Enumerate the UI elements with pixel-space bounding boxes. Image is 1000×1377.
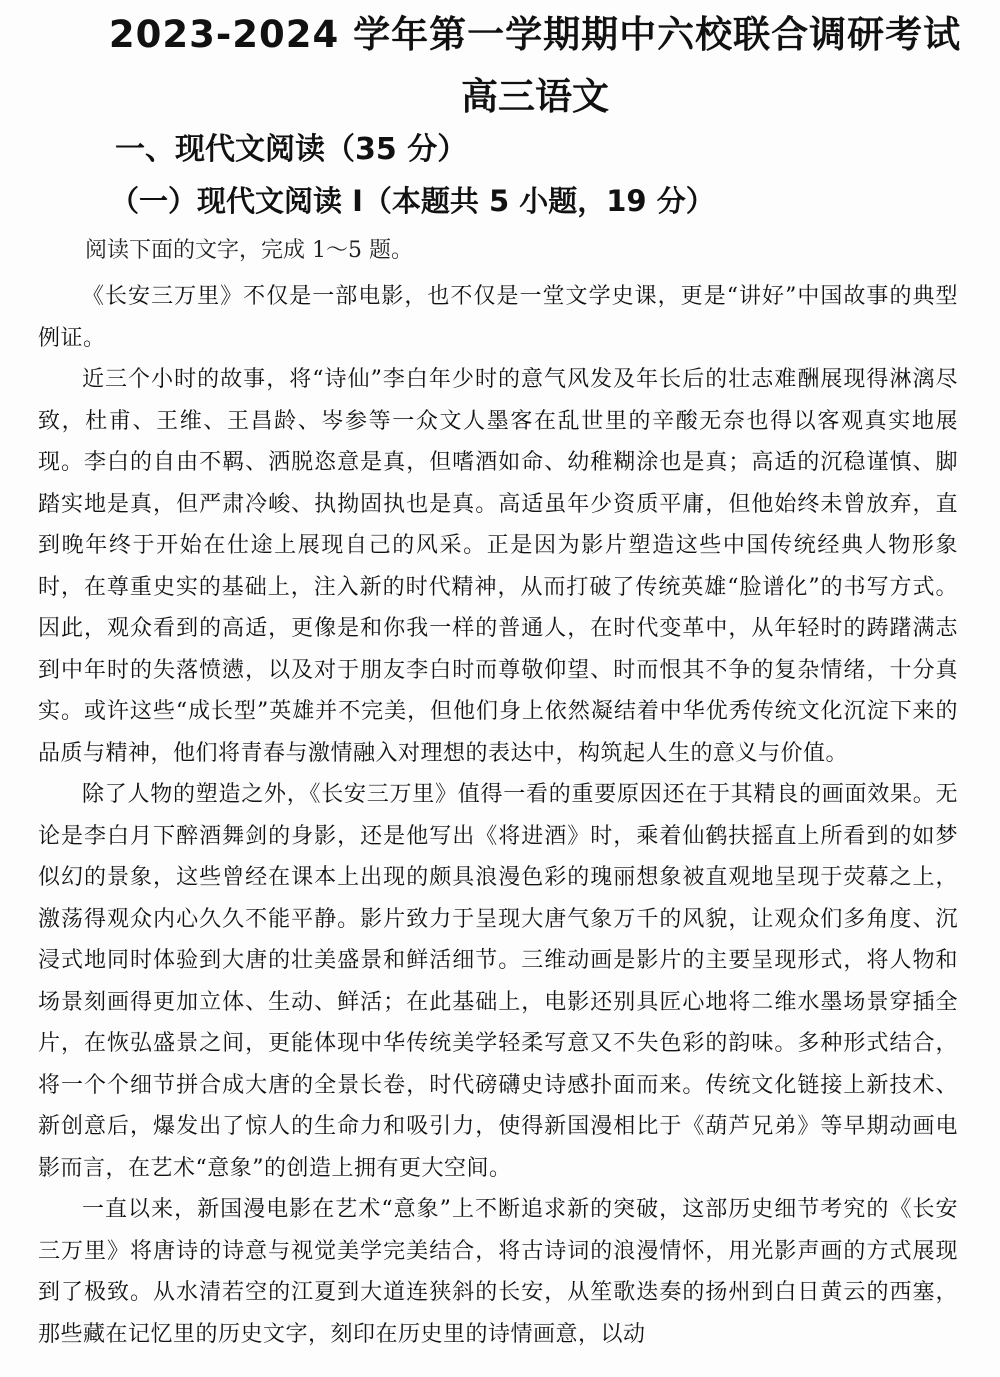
passage-paragraph: 近三个小时的故事，将“诗仙”李白年少时的意气风发及年长后的壮志难酬展现得淋漓尽致，杜甫、王维、王昌龄、岑参等一众文人墨客在乱世里的辛酸无奈也得以客观真实地展现。李白的自由不羁、洒脱恣意是真，但嗜酒如命、幼稚糊涂也是真；高适的沉稳谨慎、脚踏实地是真，但严肃冷峻、执拗固执也是真。高适虽年少资质平庸，但他始终未曾放弃，直到晚年终于开始在仕途上展现自己的风采。正是因为影片塑造这些中国传统经典人物形象时，在尊重史实的基础上，注入新的时代精神，从而打破了传统英雄“脸谱化”的书写方式。因此，观众看到的高适，更像是和你我一样的普通人，在时代变革中，从年轻时的踌躇满志到中年时的失落愤懑，以及对于朋友李白时而尊敬仰望、时而恨其不争的复杂情绪，十分真实。或许这些“成长型”英雄并不完美，但他们身上依然凝结着中华优秀传统文化沉淀下来的品质与精神，他们将青春与激情融入对理想的表达中，构筑起人生的意义与价值。	[38, 367, 958, 766]
reading-passage	[38, 276, 958, 1355]
reading-instruction: 阅读下面的文字，完成 1～5 题。	[85, 238, 413, 263]
passage-paragraph: 除了人物的塑造之外，《长安三万里》值得一看的重要原因还在于其精良的画面效果。无论是李白月下醉酒舞剑的身影，还是他写出《将进酒》时，乘着仙鹤扶摇直上所看到的如梦似幻的景象，这些曾经在课本上出现的颇具浪漫色彩的瑰丽想象被直观地呈现于荧幕之上，激荡得观众内心久久不能平静。影片致力于呈现大唐气象万千的风貌，让观众们多角度、沉浸式地同时体验到大唐的壮美盛景和鲜活细节。三维动画是影片的主要呈现形式，将人物和场景刻画得更加立体、生动、鲜活；在此基础上，电影还别具匠心地将二维水墨场景穿插全片，在恢弘盛景之间，更能体现中华传统美学轻柔写意又不失色彩的韵味。多种形式结合，将一个个细节拼合成大唐的全景长卷，时代磅礴史诗感扑面而来。传统文化链接上新技术、新创意后，爆发出了惊人的生命力和吸引力，使得新国漫相比于《葫芦兄弟》等早期动画电影而言，在艺术“意象”的创造上拥有更大空间。	[38, 782, 958, 1181]
section-heading: 一、现代文阅读（35 分）	[115, 132, 468, 167]
subsection-heading: （一）现代文阅读 I（本题共 5 小题，19 分）	[110, 184, 715, 218]
passage-paragraph: 一直以来，新国漫电影在艺术“意象”上不断追求新的突破，这部历史细节考究的《长安三万里》将唐诗的诗意与视觉美学完美结合，将古诗词的浪漫情怀，用光影声画的方式展现到了极致。从水清若空的江夏到大道连狭斜的长安，从笙歌迭奏的扬州到白日黄云的西塞，那些藏在记忆里的历史文字，刻印在历史里的诗情画意，以动	[38, 1197, 958, 1347]
passage-paragraph: 《长安三万里》不仅是一部电影，也不仅是一堂文学史课，更是“讲好”中国故事的典型例证。	[38, 284, 958, 351]
exam-subject: 高三语文	[461, 75, 609, 118]
exam-title: 2023-2024 学年第一学期期中六校联合调研考试	[108, 13, 962, 56]
